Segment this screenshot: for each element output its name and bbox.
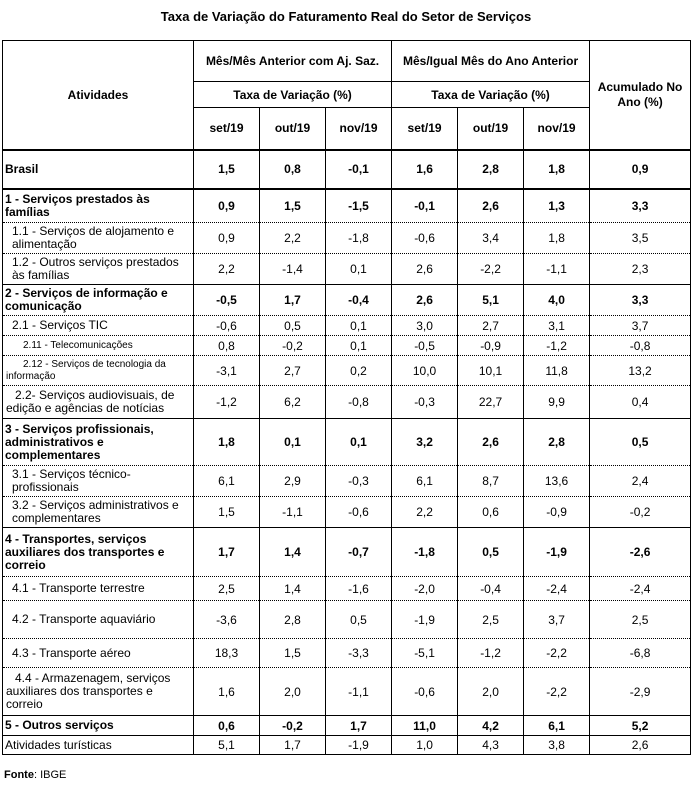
cell-value: 0,5 xyxy=(458,528,524,577)
cell-value: -0,7 xyxy=(326,528,392,577)
cell-value: 0,5 xyxy=(326,601,392,639)
cell-value: 3,5 xyxy=(590,223,691,254)
cell-value: 1,7 xyxy=(260,736,326,755)
row-label: 3.2 - Serviços administrativos e complementares xyxy=(3,497,194,528)
cell-value: 1,7 xyxy=(260,285,326,316)
row-label: 4.3 - Transporte aéreo xyxy=(3,639,194,668)
table-row xyxy=(3,386,691,419)
cell-value: 0,6 xyxy=(458,497,524,528)
cell-value: 0,4 xyxy=(590,386,691,419)
cell-value: -0,6 xyxy=(392,668,458,716)
cell-value: 3,1 xyxy=(524,316,590,336)
table-row xyxy=(3,254,691,285)
row-label: 4.4 - Armazenagem, serviços auxiliares dos transportes e correio xyxy=(3,668,194,716)
cell-value: -0,5 xyxy=(194,285,260,316)
cell-value: 0,5 xyxy=(590,419,691,466)
cell-value: -1,2 xyxy=(194,386,260,419)
cell-value: 1,0 xyxy=(392,736,458,755)
cell-value: 2,6 xyxy=(590,736,691,755)
cell-value: 13,6 xyxy=(524,466,590,497)
cell-value: 0,9 xyxy=(194,223,260,254)
cell-value: -1,9 xyxy=(524,528,590,577)
cell-value: 2,4 xyxy=(590,466,691,497)
cell-value: 0,8 xyxy=(260,150,326,189)
cell-value: 4,2 xyxy=(458,716,524,736)
cell-value: 5,2 xyxy=(590,716,691,736)
cell-value: -2,2 xyxy=(524,668,590,716)
cell-value: 2,5 xyxy=(194,577,260,601)
cell-value: -0,8 xyxy=(590,336,691,356)
cell-value: 2,0 xyxy=(458,668,524,716)
cell-value: 0,9 xyxy=(194,189,260,223)
cell-value: -0,2 xyxy=(260,716,326,736)
cell-value: 0,1 xyxy=(326,316,392,336)
cell-value: 6,1 xyxy=(392,466,458,497)
cell-value: 2,0 xyxy=(260,668,326,716)
cell-value: -0,2 xyxy=(590,497,691,528)
table-row xyxy=(3,601,691,639)
cell-value: -1,2 xyxy=(524,336,590,356)
cell-value: 1,3 xyxy=(524,189,590,223)
cell-value: 2,6 xyxy=(458,189,524,223)
row-label: 3.1 - Serviços técnico-profissionais xyxy=(3,466,194,497)
cell-value: -0,1 xyxy=(392,189,458,223)
cell-value: 8,7 xyxy=(458,466,524,497)
services-table xyxy=(2,40,691,755)
cell-value: -3,1 xyxy=(194,356,260,386)
cell-value: 3,8 xyxy=(524,736,590,755)
row-label: 2.12 - Serviços de tecnologia da informação xyxy=(3,356,194,386)
cell-value: -1,2 xyxy=(458,639,524,668)
header-month: set/19 xyxy=(194,108,260,150)
cell-value: 18,3 xyxy=(194,639,260,668)
cell-value: -2,4 xyxy=(590,577,691,601)
cell-value: 1,5 xyxy=(260,189,326,223)
source-text: : IBGE xyxy=(33,769,67,781)
cell-value: 3,7 xyxy=(590,316,691,336)
cell-value: 1,7 xyxy=(326,716,392,736)
cell-value: -2,2 xyxy=(524,639,590,668)
cell-value: 4,0 xyxy=(524,285,590,316)
cell-value: -1,8 xyxy=(392,528,458,577)
cell-value: 2,6 xyxy=(392,254,458,285)
table-row xyxy=(3,639,691,668)
cell-value: -1,9 xyxy=(392,601,458,639)
cell-value: -0,5 xyxy=(392,336,458,356)
cell-value: 0,1 xyxy=(326,419,392,466)
cell-value: -1,1 xyxy=(260,497,326,528)
cell-value: -0,6 xyxy=(194,316,260,336)
cell-value: -3,3 xyxy=(326,639,392,668)
cell-value: 1,7 xyxy=(194,528,260,577)
row-label: 3 - Serviços profissionais, administrativos e complementares xyxy=(3,419,194,466)
cell-value: 2,5 xyxy=(458,601,524,639)
table-title: Taxa de Variação do Faturamento Real do Setor de Serviços xyxy=(160,9,532,24)
cell-value: 3,7 xyxy=(524,601,590,639)
cell-value: 1,8 xyxy=(194,419,260,466)
cell-value: 0,2 xyxy=(326,356,392,386)
table-row xyxy=(3,336,691,356)
cell-value: 0,8 xyxy=(194,336,260,356)
header-taxa-2: Taxa de Variação (%) xyxy=(392,82,590,108)
table-row xyxy=(3,466,691,497)
cell-value: 1,6 xyxy=(392,150,458,189)
header-taxa-1: Taxa de Variação (%) xyxy=(194,82,392,108)
cell-value: 0,5 xyxy=(260,316,326,336)
cell-value: -0,8 xyxy=(326,386,392,419)
cell-value: 3,3 xyxy=(590,189,691,223)
row-label: 1.2 - Outros serviços prestados às famílias xyxy=(3,254,194,285)
cell-value: -0,3 xyxy=(392,386,458,419)
cell-value: -0,3 xyxy=(326,466,392,497)
table-row xyxy=(3,716,691,736)
row-label: 2 - Serviços de informação e comunicação xyxy=(3,285,194,316)
cell-value: 13,2 xyxy=(590,356,691,386)
table-row xyxy=(3,577,691,601)
cell-value: 2,8 xyxy=(524,419,590,466)
header-month: out/19 xyxy=(458,108,524,150)
cell-value: 2,7 xyxy=(260,356,326,386)
cell-value: 1,5 xyxy=(260,639,326,668)
row-label: 1.1 - Serviços de alojamento e alimentação xyxy=(3,223,194,254)
table-row xyxy=(3,497,691,528)
table-row xyxy=(3,150,691,189)
cell-value: 2,2 xyxy=(194,254,260,285)
cell-value: 10,0 xyxy=(392,356,458,386)
cell-value: -0,4 xyxy=(458,577,524,601)
cell-value: 10,1 xyxy=(458,356,524,386)
cell-value: -0,9 xyxy=(458,336,524,356)
table-row xyxy=(3,223,691,254)
cell-value: -2,4 xyxy=(524,577,590,601)
cell-value: 6,2 xyxy=(260,386,326,419)
cell-value: 2,2 xyxy=(392,497,458,528)
cell-value: 11,8 xyxy=(524,356,590,386)
row-label: 4 - Transportes, serviços auxiliares dos transportes e correio xyxy=(3,528,194,577)
cell-value: 2,3 xyxy=(590,254,691,285)
cell-value: -2,6 xyxy=(590,528,691,577)
cell-value: -0,4 xyxy=(326,285,392,316)
row-label: 2.2- Serviços audiovisuais, de edição e agências de notícias xyxy=(3,386,194,419)
source-prefix: Fonte xyxy=(4,769,34,781)
cell-value: 3,0 xyxy=(392,316,458,336)
cell-value: 1,5 xyxy=(194,497,260,528)
row-label: 2.11 - Telecomunicações xyxy=(3,336,194,356)
header-atividades: Atividades xyxy=(3,41,194,150)
table-row xyxy=(3,736,691,755)
header-group-yearly: Mês/Igual Mês do Ano Anterior xyxy=(392,41,590,82)
cell-value: 0,1 xyxy=(260,419,326,466)
cell-value: -1,8 xyxy=(326,223,392,254)
cell-value: -1,1 xyxy=(524,254,590,285)
row-label: 4.1 - Transporte terrestre xyxy=(3,577,194,601)
cell-value: -1,5 xyxy=(326,189,392,223)
table-row xyxy=(3,419,691,466)
cell-value: 11,0 xyxy=(392,716,458,736)
cell-value: -2,9 xyxy=(590,668,691,716)
cell-value: -1,4 xyxy=(260,254,326,285)
row-label: 5 - Outros serviços xyxy=(3,716,194,736)
cell-value: 2,6 xyxy=(458,419,524,466)
table-row xyxy=(3,668,691,716)
row-label: Brasil xyxy=(3,150,194,189)
cell-value: 0,6 xyxy=(194,716,260,736)
header-month: set/19 xyxy=(392,108,458,150)
header-month: nov/19 xyxy=(326,108,392,150)
cell-value: -5,1 xyxy=(392,639,458,668)
cell-value: -0,6 xyxy=(392,223,458,254)
cell-value: 2,8 xyxy=(458,150,524,189)
cell-value: 2,2 xyxy=(260,223,326,254)
header-month: out/19 xyxy=(260,108,326,150)
row-label: 2.1 - Serviços TIC xyxy=(3,316,194,336)
cell-value: 3,4 xyxy=(458,223,524,254)
cell-value: 5,1 xyxy=(194,736,260,755)
table-row xyxy=(3,189,691,223)
header-acumulado: Acumulado No Ano (%) xyxy=(590,41,691,150)
cell-value: 1,4 xyxy=(260,528,326,577)
cell-value: 22,7 xyxy=(458,386,524,419)
cell-value: 1,8 xyxy=(524,150,590,189)
cell-value: 6,1 xyxy=(194,466,260,497)
cell-value: -1,6 xyxy=(326,577,392,601)
cell-value: 2,5 xyxy=(590,601,691,639)
cell-value: 1,8 xyxy=(524,223,590,254)
table-row xyxy=(3,528,691,577)
cell-value: 1,4 xyxy=(260,577,326,601)
cell-value: 0,1 xyxy=(326,336,392,356)
cell-value: 0,1 xyxy=(326,254,392,285)
row-label: 1 - Serviços prestados às famílias xyxy=(3,189,194,223)
cell-value: -0,6 xyxy=(326,497,392,528)
table-row xyxy=(3,356,691,386)
cell-value: 4,3 xyxy=(458,736,524,755)
table-row xyxy=(3,316,691,336)
cell-value: 2,6 xyxy=(392,285,458,316)
cell-value: -0,1 xyxy=(326,150,392,189)
cell-value: 9,9 xyxy=(524,386,590,419)
cell-value: -0,2 xyxy=(260,336,326,356)
table-row xyxy=(3,285,691,316)
header-group-monthly: Mês/Mês Anterior com Aj. Saz. xyxy=(194,41,392,82)
cell-value: -3,6 xyxy=(194,601,260,639)
cell-value: -2,0 xyxy=(392,577,458,601)
cell-value: -1,1 xyxy=(326,668,392,716)
row-label: Atividades turísticas xyxy=(3,736,194,755)
cell-value: 5,1 xyxy=(458,285,524,316)
cell-value: 3,3 xyxy=(590,285,691,316)
cell-value: 2,9 xyxy=(260,466,326,497)
cell-value: 6,1 xyxy=(524,716,590,736)
source-note xyxy=(4,769,66,781)
cell-value: 0,9 xyxy=(590,150,691,189)
cell-value: 3,2 xyxy=(392,419,458,466)
cell-value: -2,2 xyxy=(458,254,524,285)
cell-value: 2,7 xyxy=(458,316,524,336)
header-month: nov/19 xyxy=(524,108,590,150)
row-label: 4.2 - Transporte aquaviário xyxy=(3,601,194,639)
cell-value: 1,6 xyxy=(194,668,260,716)
cell-value: 2,8 xyxy=(260,601,326,639)
cell-value: -0,9 xyxy=(524,497,590,528)
cell-value: -6,8 xyxy=(590,639,691,668)
cell-value: -1,9 xyxy=(326,736,392,755)
cell-value: 1,5 xyxy=(194,150,260,189)
